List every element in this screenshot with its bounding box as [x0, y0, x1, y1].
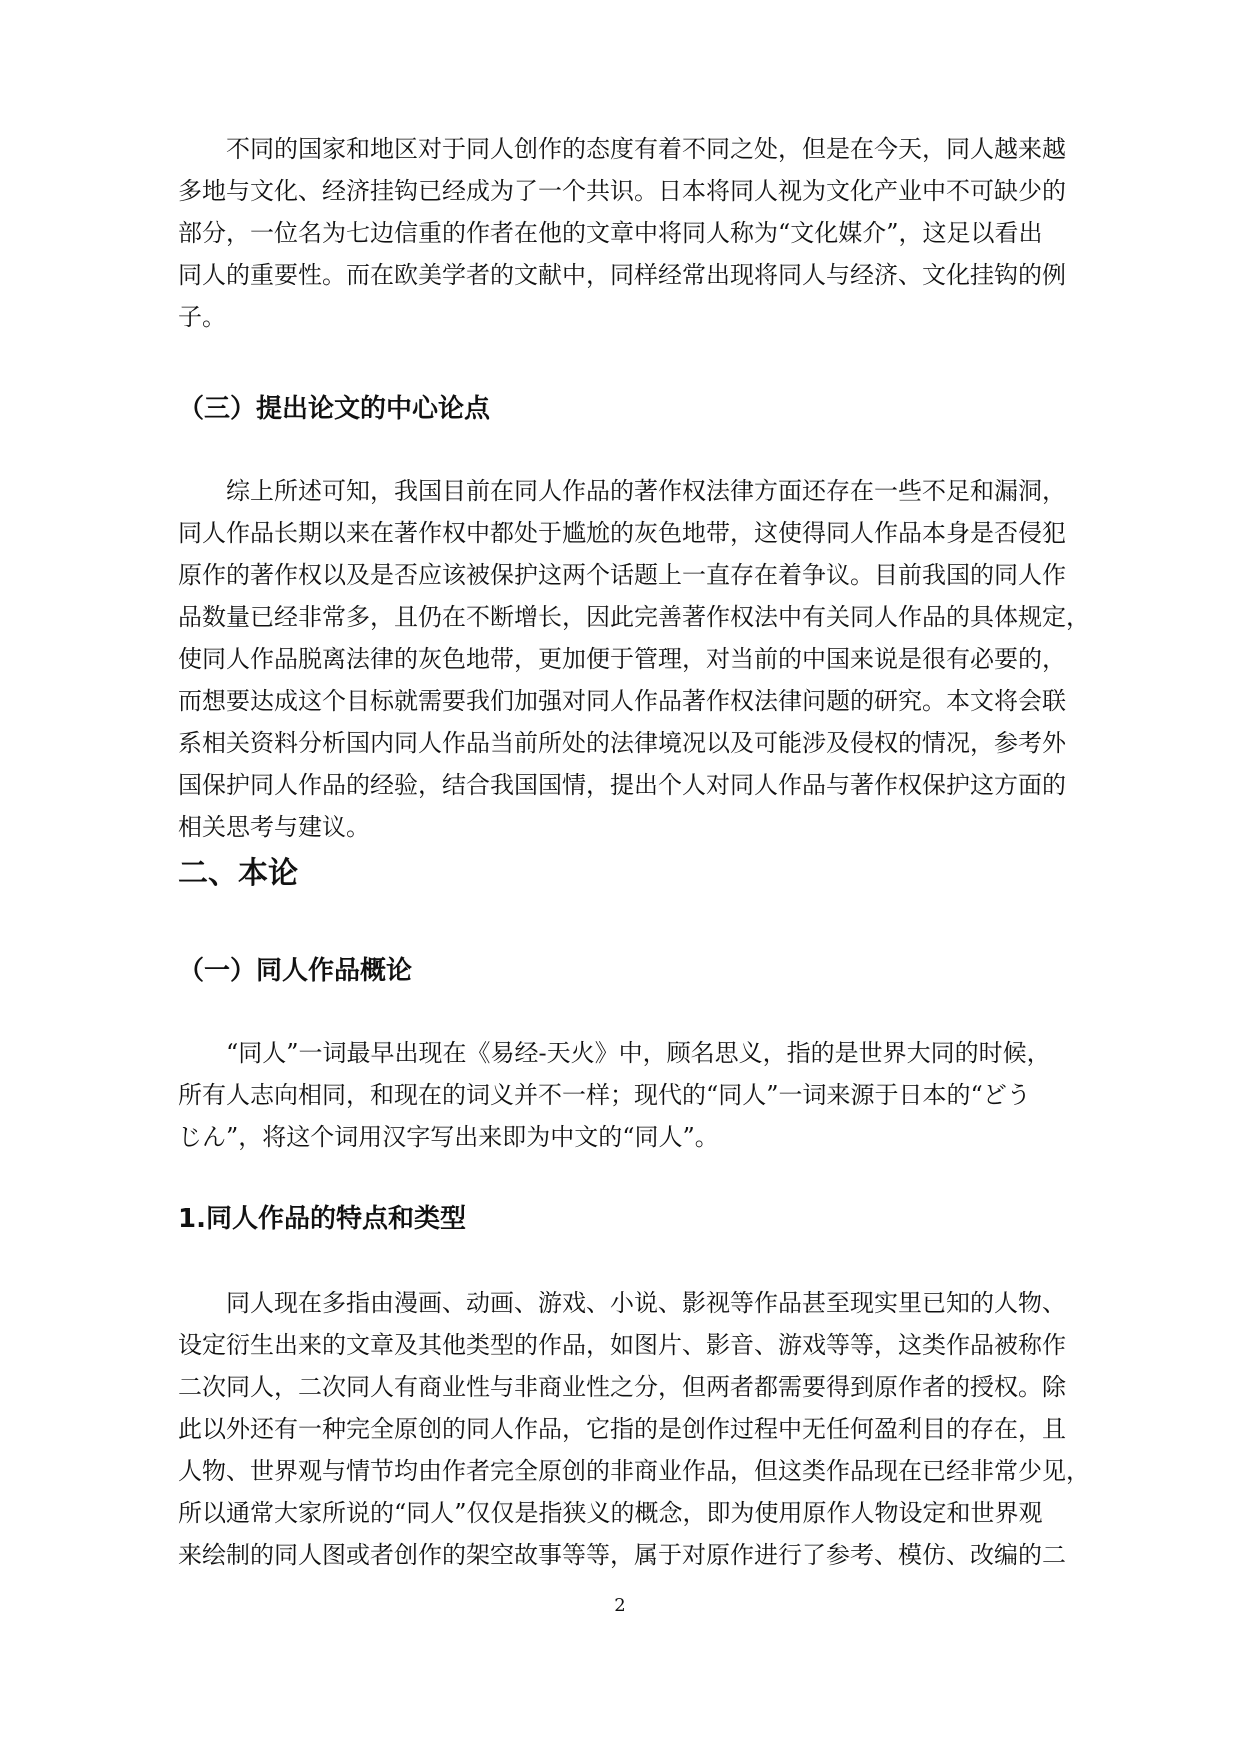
text-line: 同人作品长期以来在著作权中都处于尴尬的灰色地带，这使得同人作品本身是否侵犯 [178, 519, 1066, 547]
text-line: 而想要达成这个目标就需要我们加强对同人作品著作权法律问题的研究。本文将会联 [178, 687, 1066, 715]
text-line: 同人现在多指由漫画、动画、游戏、小说、影视等作品甚至现实里已知的人物、 [226, 1289, 1066, 1317]
text-line: 设定衍生出来的文章及其他类型的作品，如图片、影音、游戏等等，这类作品被称作 [178, 1331, 1066, 1359]
text-line: 原作的著作权以及是否应该被保护这两个话题上一直存在着争议。目前我国的同人作 [178, 561, 1066, 589]
paragraph-3 [178, 1032, 1098, 1158]
text-line: 品数量已经非常多，且仍在不断增长，因此完善著作权法中有关同人作品的具体规定， [178, 603, 1090, 631]
paragraph-1 [178, 128, 1098, 338]
text-line: 所以通常大家所说的“同人”仅仅是指狭义的概念，即为使用原作人物设定和世界观 [178, 1499, 1043, 1527]
text-line: 多地与文化、经济挂钩已经成为了一个共识。日本将同人视为文化产业中不可缺少的 [178, 177, 1066, 205]
section-heading-1: （一）同人作品概论 [178, 956, 413, 986]
text-line: 综上所述可知，我国目前在同人作品的著作权法律方面还存在一些不足和漏洞， [226, 477, 1066, 505]
text-line: 相关思考与建议。 [178, 813, 370, 841]
text-line: 人物、世界观与情节均由作者完全原创的非商业作品，但这类作品现在已经非常少见， [178, 1457, 1090, 1485]
page-number: 2 [614, 1595, 626, 1616]
text-line: 国保护同人作品的经验，结合我国国情，提出个人对同人作品与著作权保护这方面的 [178, 771, 1066, 799]
paragraph-2 [178, 470, 1098, 848]
text-line: 同人的重要性。而在欧美学者的文献中，同样经常出现将同人与经济、文化挂钩的例 [178, 261, 1066, 289]
text-line: 此以外还有一种完全原创的同人作品，它指的是创作过程中无任何盈利目的存在，且 [178, 1415, 1066, 1443]
text-line: 子。 [178, 303, 226, 331]
text-line: “同人”一词最早出现在《易经-天火》中，顾名思义，指的是世界大同的时候， [226, 1039, 1051, 1067]
subsection-heading: 1.同人作品的特点和类型 [178, 1204, 466, 1234]
paragraph-4 [178, 1282, 1098, 1576]
text-line: 不同的国家和地区对于同人创作的态度有着不同之处，但是在今天，同人越来越 [226, 135, 1066, 163]
text-line: 系相关资料分析国内同人作品当前所处的法律境况以及可能涉及侵权的情况，参考外 [178, 729, 1066, 757]
text-line: じん”，将这个词用汉字写出来即为中文的“同人”。 [178, 1123, 719, 1151]
section-heading-3: （三）提出论文的中心论点 [178, 394, 491, 424]
text-line: 使同人作品脱离法律的灰色地带，更加便于管理，对当前的中国来说是很有必要的， [178, 645, 1066, 673]
text-line: 来绘制的同人图或者创作的架空故事等等，属于对原作进行了参考、模仿、改编的二 [178, 1541, 1066, 1569]
part-heading: 二、本论 [178, 856, 298, 891]
text-line: 部分，一位名为七边信重的作者在他的文章中将同人称为“文化媒介”，这足以看出 [178, 219, 1043, 247]
text-line: 二次同人，二次同人有商业性与非商业性之分，但两者都需要得到原作者的授权。除 [178, 1373, 1066, 1401]
text-line: 所有人志向相同，和现在的词义并不一样；现代的“同人”一词来源于日本的“どう [178, 1081, 1031, 1109]
